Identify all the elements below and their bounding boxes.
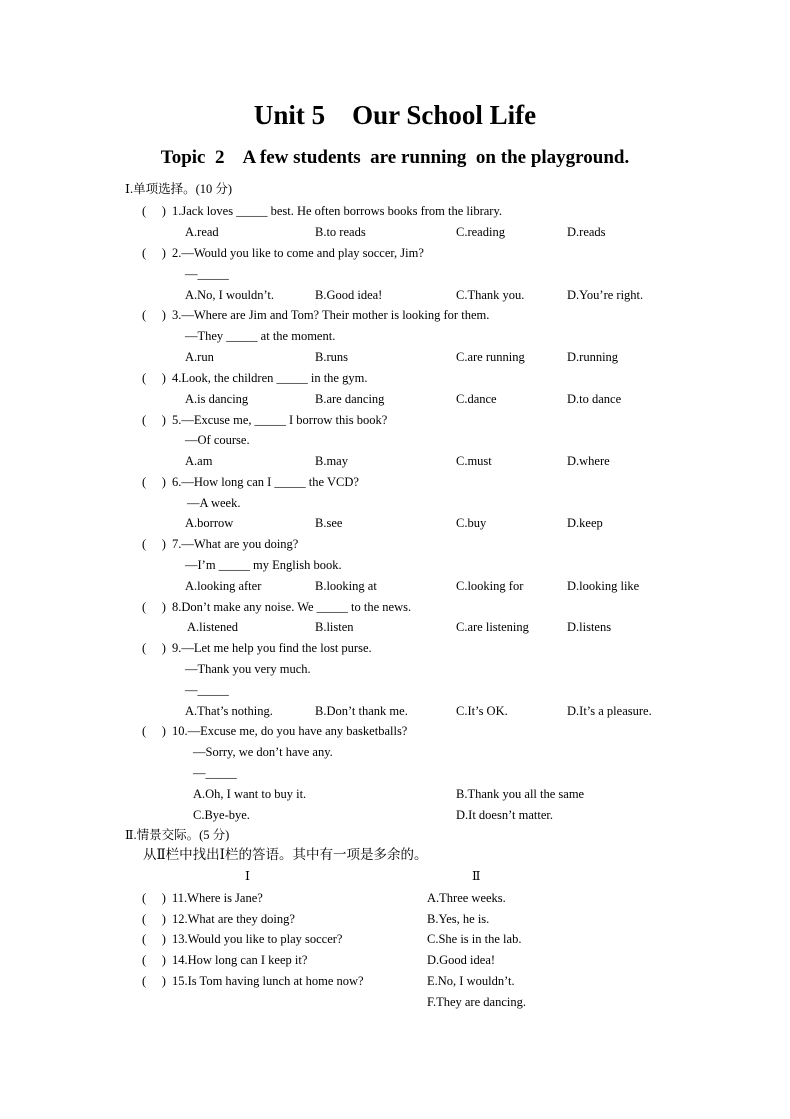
option-b: B.Thank you all the same	[456, 787, 585, 801]
option-c: C.reading	[456, 225, 505, 239]
option-b: B.to reads	[315, 225, 366, 239]
dialogue-line: —They _____ at the moment.	[185, 329, 336, 343]
option-a: A.run	[185, 350, 214, 364]
section2-heading: Ⅱ.情景交际。(5 分)	[125, 828, 230, 842]
option-a: A.read	[185, 225, 219, 239]
option-b: B.are dancing	[315, 392, 385, 406]
option-a: A.looking after	[185, 579, 262, 593]
option-b: B.Don’t thank me.	[315, 704, 408, 718]
option-d: D.listens	[567, 620, 612, 634]
option-a: A.No, I wouldn’t.	[185, 288, 275, 302]
match-answer-a: A.Three weeks.	[427, 891, 506, 905]
option-c: C.must	[456, 454, 492, 468]
match-answer-f: F.They are dancing.	[427, 995, 526, 1009]
answer-paren[interactable]: ( )	[142, 413, 166, 427]
match-question: 14.How long can I keep it?	[172, 953, 308, 967]
question-stem: 10.—Excuse me, do you have any basketballs?	[172, 724, 408, 738]
match-answer-d: D.Good idea!	[427, 953, 496, 967]
question-stem: 8.Don’t make any noise. We _____ to the news.	[172, 600, 412, 614]
answer-paren[interactable]: ( )	[142, 974, 166, 988]
answer-paren[interactable]: ( )	[142, 308, 166, 322]
option-b: B.listen	[315, 620, 354, 634]
option-b: B.Good idea!	[315, 288, 383, 302]
option-d: D.It doesn’t matter.	[456, 808, 553, 822]
option-c: C.looking for	[456, 579, 524, 593]
option-c: C.buy	[456, 516, 487, 530]
match-answer-e: E.No, I wouldn’t.	[427, 974, 515, 988]
option-d: D.reads	[567, 225, 606, 239]
option-a: A.am	[185, 454, 213, 468]
option-d: D.to dance	[567, 392, 622, 406]
match-question: 15.Is Tom having lunch at home now?	[172, 974, 364, 988]
dialogue-line: —Of course.	[185, 433, 250, 447]
match-answer-b: B.Yes, he is.	[427, 912, 490, 926]
dialogue-line: —Sorry, we don’t have any.	[193, 745, 333, 759]
match-answer-c: C.She is in the lab.	[427, 932, 522, 946]
option-a: A.That’s nothing.	[185, 704, 273, 718]
option-d: D.looking like	[567, 579, 640, 593]
option-d: D.You’re right.	[567, 288, 644, 302]
column-label-2: Ⅱ	[472, 869, 481, 883]
page-title: Unit 5 Our School Life	[253, 100, 537, 130]
answer-paren[interactable]: ( )	[142, 600, 166, 614]
option-d: D.where	[567, 454, 610, 468]
option-b: B.see	[315, 516, 343, 530]
answer-paren[interactable]: ( )	[142, 371, 166, 385]
option-a: A.borrow	[185, 516, 234, 530]
answer-paren[interactable]: ( )	[142, 204, 166, 218]
option-b: B.may	[315, 454, 348, 468]
dialogue-line: —Thank you very much.	[185, 662, 311, 676]
option-a: A.listened	[187, 620, 239, 634]
option-c: C.are running	[456, 350, 525, 364]
section1-heading: Ⅰ.单项选择。(10 分)	[125, 182, 233, 196]
dialogue-line: —_____	[185, 267, 229, 281]
option-a: A.Oh, I want to buy it.	[193, 787, 307, 801]
question-stem: 4.Look, the children _____ in the gym.	[172, 371, 368, 385]
question-stem: 5.—Excuse me, _____ I borrow this book?	[172, 413, 388, 427]
topic-subtitle: Topic 2 A few students are running on the playground.	[160, 147, 630, 168]
dialogue-line: —I’m _____ my English book.	[185, 558, 342, 572]
option-d: D.It’s a pleasure.	[567, 704, 652, 718]
match-question: 12.What are they doing?	[172, 912, 295, 926]
match-question: 13.Would you like to play soccer?	[172, 932, 343, 946]
option-c: C.are listening	[456, 620, 529, 634]
question-stem: 2.—Would you like to come and play soccer, Jim?	[172, 246, 424, 260]
answer-paren[interactable]: ( )	[142, 912, 166, 926]
option-b: B.looking at	[315, 579, 377, 593]
question-stem: 3.—Where are Jim and Tom? Their mother is looking for them.	[172, 308, 490, 322]
option-c: C.Thank you.	[456, 288, 525, 302]
column-label-1: Ⅰ	[245, 869, 250, 883]
option-a: A.is dancing	[185, 392, 249, 406]
section2-instruction: 从Ⅱ栏中找出Ⅰ栏的答语。其中有一项是多余的。	[143, 847, 428, 862]
option-d: D.keep	[567, 516, 603, 530]
dialogue-line: —A week.	[187, 496, 241, 510]
question-stem: 7.—What are you doing?	[172, 537, 299, 551]
answer-paren[interactable]: ( )	[142, 953, 166, 967]
answer-paren[interactable]: ( )	[142, 932, 166, 946]
dialogue-line: —_____	[185, 683, 229, 697]
answer-paren[interactable]: ( )	[142, 246, 166, 260]
option-d: D.running	[567, 350, 619, 364]
dialogue-line: —_____	[193, 766, 237, 780]
question-stem: 9.—Let me help you find the lost purse.	[172, 641, 372, 655]
option-b: B.runs	[315, 350, 348, 364]
answer-paren[interactable]: ( )	[142, 537, 166, 551]
option-c: C.It’s OK.	[456, 704, 508, 718]
answer-paren[interactable]: ( )	[142, 475, 166, 489]
question-stem: 1.Jack loves _____ best. He often borrows books from the library.	[172, 204, 503, 218]
match-question: 11.Where is Jane?	[172, 891, 263, 905]
option-c: C.dance	[456, 392, 497, 406]
option-c: C.Bye-bye.	[193, 808, 250, 822]
answer-paren[interactable]: ( )	[142, 891, 166, 905]
answer-paren[interactable]: ( )	[142, 641, 166, 655]
answer-paren[interactable]: ( )	[142, 724, 166, 738]
question-stem: 6.—How long can I _____ the VCD?	[172, 475, 359, 489]
